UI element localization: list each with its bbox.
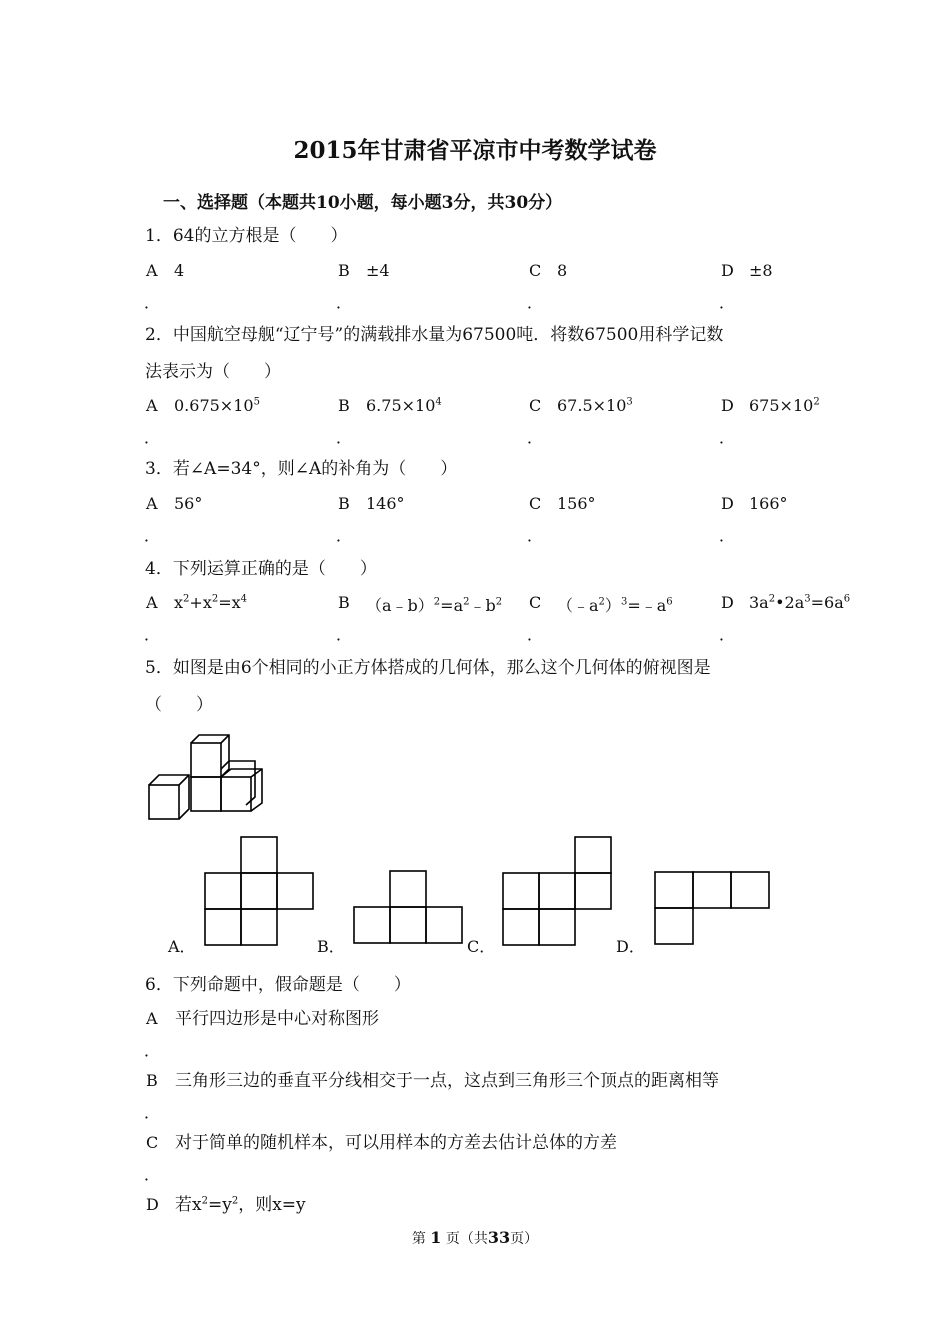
q3-option-c-letter: C [529,494,542,513]
q3-dot-d: ． [719,526,736,545]
q4-dot-a: ． [144,625,161,644]
q4-option-c: $(﹣a^2)^3=﹣a^6$ [557,596,673,615]
q6-option-d: 若$x^2=y^2$，则x=y [175,1195,306,1215]
q5-label-c: C． [467,937,496,956]
page-footer: 第 1 页（共33页） [411,1228,539,1247]
q4-option-d: $3a^2•2a^3=6a^6$ [749,593,851,612]
question-3-stem: 3．若∠A=34°，则∠A的补角为（ ） [145,459,458,479]
q6-option-a: 平行四边形是中心对称图形 [175,1009,379,1029]
q1-option-d-letter: D [721,261,734,280]
q3-dot-c: ． [527,526,544,545]
q3-dot-b: ． [336,526,353,545]
q2-option-d: $675\times 10^2$ [749,396,820,415]
q4-option-d-letter: D [721,593,734,612]
page-title: 2015年甘肃省平凉市中考数学试卷 [293,137,657,164]
q6-option-c: 对于简单的随机样本，可以用样本的方差去估计总体的方差 [175,1133,617,1153]
q4-option-c-letter: C [529,593,542,612]
question-2-stem-line1: 2．中国航空母舰“辽宁号”的满载排水量为67500吨．将数67500用科学记数 [145,325,724,345]
q2-option-a-letter: A [146,396,158,415]
q2-dot-a: ． [144,428,161,447]
question-1-stem: 1．64的立方根是（ ） [145,226,348,246]
q6-dot-a: ． [144,1041,161,1060]
q6-dot-c: ． [144,1165,161,1184]
q6-option-d-letter: D [146,1195,159,1214]
q3-option-c: 156° [557,494,596,513]
q2-option-b: $6.75\times 10^4$ [366,396,442,415]
q2-option-c-letter: C [529,396,542,415]
q6-option-b-letter: B [146,1071,158,1090]
section-heading: 一、选择题（本题共10小题，每小题3分，共30分） [163,193,563,213]
q3-option-d: 166° [749,494,788,513]
q5-label-d: D． [616,937,645,956]
q5-figure-a [204,836,316,948]
question-4-stem: 4．下列运算正确的是（ ） [145,559,377,579]
q1-option-a-letter: A [146,261,158,280]
q2-option-d-letter: D [721,396,734,415]
question-5-stem-line1: 5．如图是由6个相同的小正方体搭成的几何体，那么这个几何体的俯视图是 [145,658,711,678]
q5-label-b: B． [317,937,345,956]
q6-option-c-letter: C [146,1133,159,1152]
q5-label-a: A． [168,937,196,956]
question-6-stem: 6．下列命题中，假命题是（ ） [145,975,411,995]
q3-option-b: 146° [366,494,405,513]
q2-dot-c: ． [527,428,544,447]
q2-dot-b: ． [336,428,353,447]
q4-dot-c: ． [527,625,544,644]
q3-option-a: 56° [174,494,203,513]
q1-dot-d: ． [719,293,736,312]
current-page-number: 1 [430,1228,442,1247]
q2-option-c: $67.5\times 10^3$ [557,396,633,415]
question-2-stem-line2: 法表示为（ ） [145,362,281,382]
q2-option-a: $0.675\times 10^5$ [174,396,260,415]
q1-option-a: 4 [174,261,185,280]
total-pages-number: 33 [487,1228,511,1247]
q1-dot-a: ． [144,293,161,312]
q3-option-b-letter: B [338,494,350,513]
q2-dot-d: ． [719,428,736,447]
cube-figure [142,732,272,824]
q6-dot-b: ． [144,1103,161,1122]
q1-dot-b: ． [336,293,353,312]
q5-figure-c [502,836,614,948]
q3-dot-a: ． [144,526,161,545]
q6-option-b: 三角形三边的垂直平分线相交于一点，这点到三角形三个顶点的距离相等 [175,1071,719,1091]
q1-dot-c: ． [527,293,544,312]
q1-option-b: ±4 [366,261,390,280]
q4-option-a-letter: A [146,593,158,612]
q4-dot-b: ． [336,625,353,644]
q1-option-d: ±8 [749,261,773,280]
q4-option-b: $(a﹣b)^2=a^2﹣b^2$ [366,596,503,615]
q3-option-a-letter: A [146,494,158,513]
q1-option-c-letter: C [529,261,542,280]
question-5-stem-line2: （ ） [145,695,213,715]
q5-figure-b [353,869,465,945]
q3-option-d-letter: D [721,494,734,513]
q5-figure-d [654,870,770,946]
q1-option-b-letter: B [338,261,350,280]
q4-option-b-letter: B [338,593,350,612]
q4-option-a: $x^2+x^2=x^4$ [174,593,248,612]
q4-dot-d: ． [719,625,736,644]
q1-option-c: 8 [557,261,568,280]
q2-option-b-letter: B [338,396,350,415]
q6-option-a-letter: A [146,1009,158,1028]
